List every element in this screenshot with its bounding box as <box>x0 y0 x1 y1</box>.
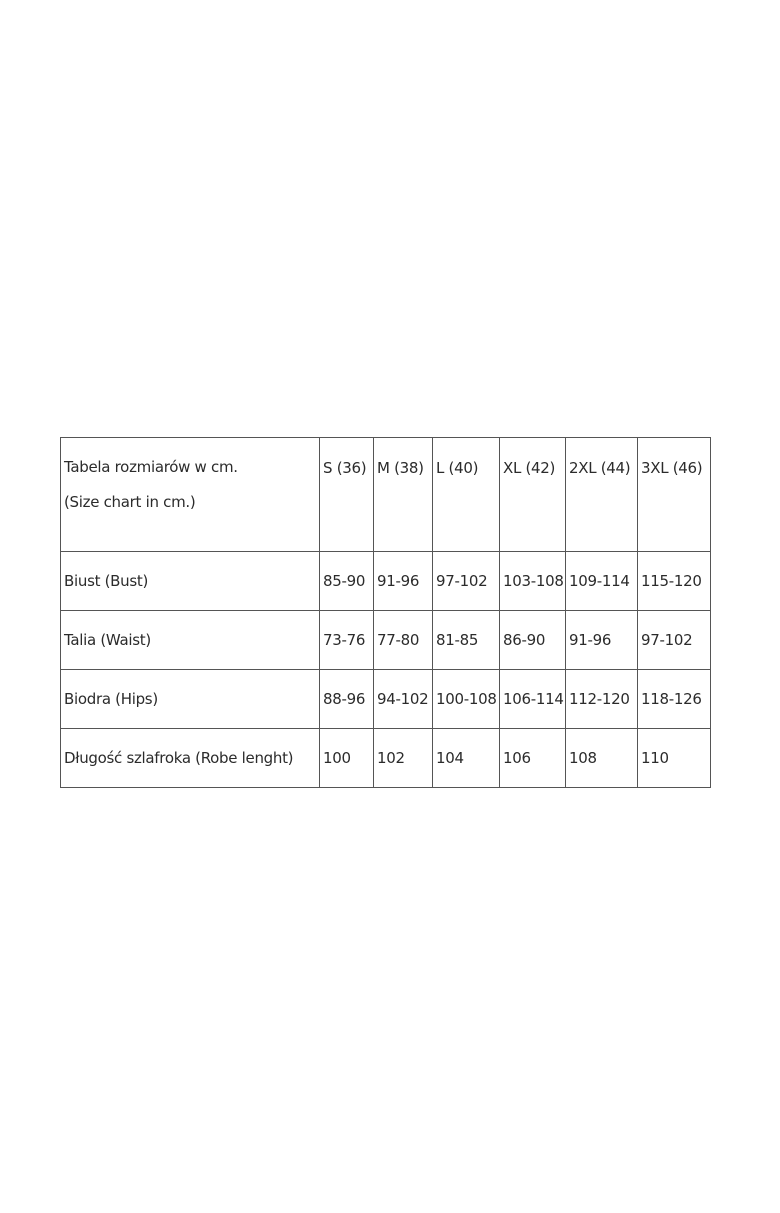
table-cell: 91-96 <box>566 611 638 670</box>
row-label: Długość szlafroka (Robe lenght) <box>61 729 320 788</box>
table-cell: 104 <box>433 729 500 788</box>
table-cell: 109-114 <box>566 552 638 611</box>
table-cell: 86-90 <box>500 611 566 670</box>
table-row-robe-length <box>61 729 711 788</box>
header-label-polish: Tabela rozmiarów w cm. <box>64 458 238 476</box>
table-cell: 108 <box>566 729 638 788</box>
size-header-m: M (38) <box>374 438 433 552</box>
row-label: Biust (Bust) <box>61 552 320 611</box>
table-cell: 81-85 <box>433 611 500 670</box>
table-row-bust <box>61 552 711 611</box>
table-cell: 112-120 <box>566 670 638 729</box>
size-header-xl: XL (42) <box>500 438 566 552</box>
table-cell: 97-102 <box>638 611 711 670</box>
row-label: Biodra (Hips) <box>61 670 320 729</box>
row-label: Talia (Waist) <box>61 611 320 670</box>
size-header-2xl: 2XL (44) <box>566 438 638 552</box>
table-cell: 118-126 <box>638 670 711 729</box>
table-cell: 73-76 <box>320 611 374 670</box>
table-cell: 85-90 <box>320 552 374 611</box>
table-header-row <box>61 438 711 552</box>
table-row-hips <box>61 670 711 729</box>
table-cell: 91-96 <box>374 552 433 611</box>
table-cell: 110 <box>638 729 711 788</box>
table-cell: 106-114 <box>500 670 566 729</box>
table-cell: 88-96 <box>320 670 374 729</box>
size-chart-table <box>60 437 711 788</box>
header-label-english: (Size chart in cm.) <box>64 493 196 511</box>
table-cell: 115-120 <box>638 552 711 611</box>
table-cell: 94-102 <box>374 670 433 729</box>
table-cell: 100 <box>320 729 374 788</box>
table-cell: 106 <box>500 729 566 788</box>
table-cell: 102 <box>374 729 433 788</box>
table-cell: 77-80 <box>374 611 433 670</box>
table-cell: 97-102 <box>433 552 500 611</box>
table-cell: 100-108 <box>433 670 500 729</box>
table-cell: 103-108 <box>500 552 566 611</box>
size-header-l: L (40) <box>433 438 500 552</box>
size-header-s: S (36) <box>320 438 374 552</box>
table-row-waist <box>61 611 711 670</box>
size-header-3xl: 3XL (46) <box>638 438 711 552</box>
header-label-cell <box>61 438 320 552</box>
